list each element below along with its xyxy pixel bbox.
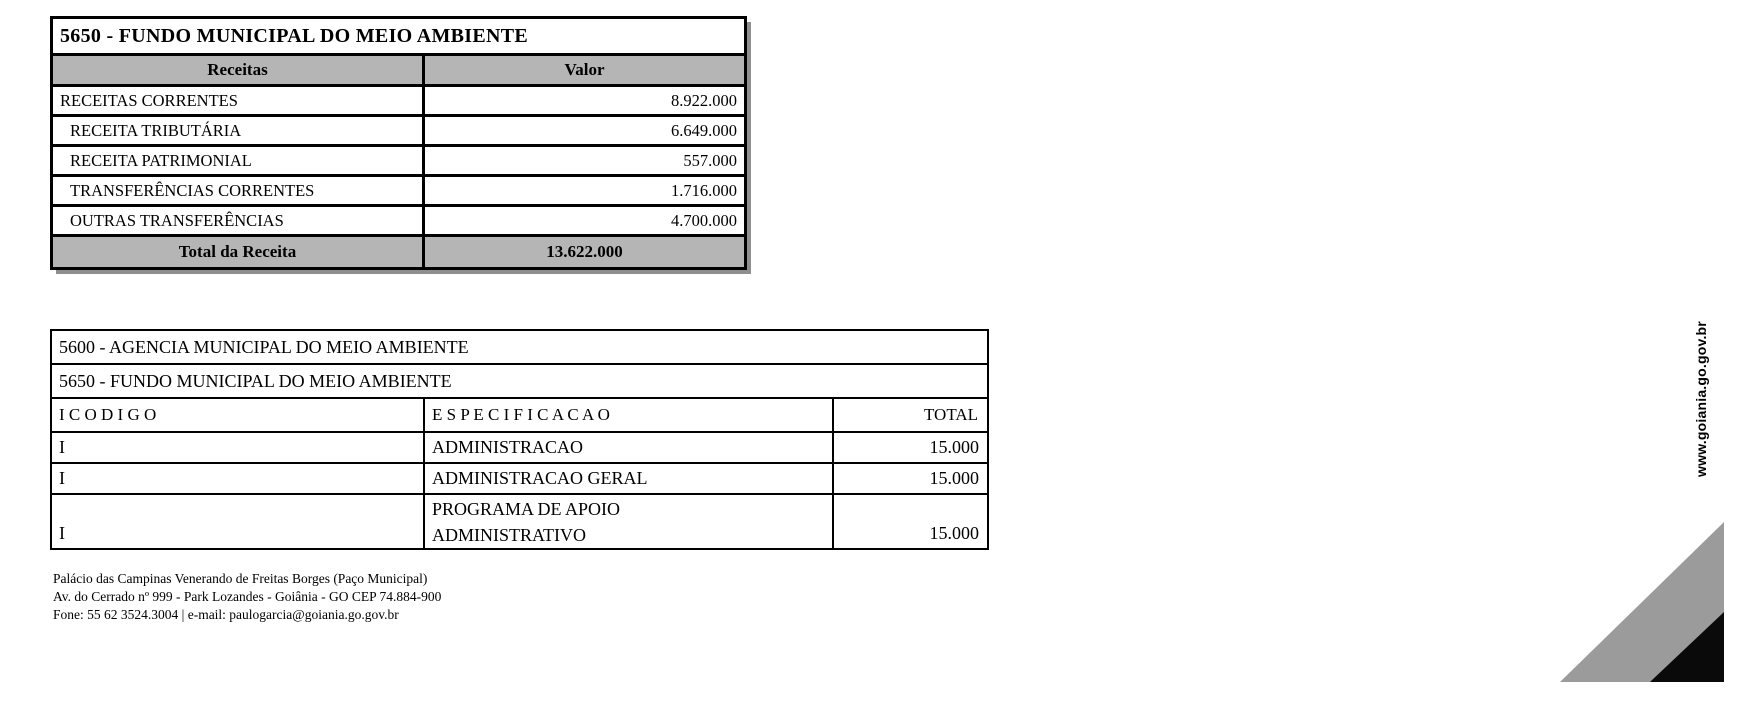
- budget-row-total: 15.000: [833, 432, 988, 463]
- agency-title: 5600 - AGENCIA MUNICIPAL DO MEIO AMBIENTE: [51, 330, 988, 364]
- footer-line-phone-email: Fone: 55 62 3524.3004 | e-mail: paulogarcia@goiania.go.gov.br: [53, 607, 399, 622]
- revenue-row-label: TRANSFERÊNCIAS CORRENTES: [52, 176, 424, 206]
- budget-row-spec: [424, 494, 833, 549]
- total-label: Total da Receita: [52, 236, 424, 269]
- table-row: [51, 494, 988, 549]
- revenue-row-label: RECEITA PATRIMONIAL: [52, 146, 424, 176]
- budget-agency-row: [51, 330, 988, 364]
- budget-table: [50, 329, 989, 550]
- column-header-total: TOTAL: [833, 398, 988, 432]
- column-header-receitas: Receitas: [52, 55, 424, 86]
- revenue-row-value: 4.700.000: [424, 206, 746, 236]
- budget-row-spec: ADMINISTRACAO GERAL: [424, 463, 833, 494]
- table-row: [51, 463, 988, 494]
- budget-header-row: [51, 398, 988, 432]
- footer-line-address: Av. do Cerrado nº 999 - Park Lozandes - Goiânia - GO CEP 74.884-900: [53, 589, 442, 604]
- revenue-row-label: RECEITAS CORRENTES: [52, 86, 424, 116]
- revenue-row-value: 1.716.000: [424, 176, 746, 206]
- revenue-table: [50, 16, 747, 270]
- table-row: [52, 176, 746, 206]
- budget-row-code: I: [51, 432, 424, 463]
- budget-row-code: I: [51, 463, 424, 494]
- footer-contact-block: [53, 570, 441, 624]
- column-header-especificacao: E S P E C I F I C A C A O: [424, 398, 833, 432]
- table-row: [51, 432, 988, 463]
- budget-fund-row: [51, 364, 988, 398]
- website-vertical-label: www.goiania.go.gov.br: [1693, 321, 1709, 477]
- revenue-table-header-row: [52, 55, 746, 86]
- revenue-row-label: RECEITA TRIBUTÁRIA: [52, 116, 424, 146]
- budget-row-total: 15.000: [833, 463, 988, 494]
- column-header-codigo: I C O D I G O: [51, 398, 424, 432]
- revenue-table-total-row: [52, 236, 746, 269]
- table-row: [52, 116, 746, 146]
- budget-row-code: I: [51, 494, 424, 549]
- table-row: [52, 146, 746, 176]
- table-row: [52, 86, 746, 116]
- revenue-table-title-row: [52, 18, 746, 55]
- budget-row-total: 15.000: [833, 494, 988, 549]
- revenue-row-value: 6.649.000: [424, 116, 746, 146]
- revenue-row-label: OUTRAS TRANSFERÊNCIAS: [52, 206, 424, 236]
- revenue-row-value: 557.000: [424, 146, 746, 176]
- corner-triangle-art: [1557, 519, 1727, 685]
- total-value: 13.622.000: [424, 236, 746, 269]
- column-header-valor: Valor: [424, 55, 746, 86]
- revenue-table-title: 5650 - FUNDO MUNICIPAL DO MEIO AMBIENTE: [52, 18, 746, 55]
- fund-title: 5650 - FUNDO MUNICIPAL DO MEIO AMBIENTE: [51, 364, 988, 398]
- budget-row-spec: ADMINISTRACAO: [424, 432, 833, 463]
- table-row: [52, 206, 746, 236]
- budget-row-spec-line1: PROGRAMA DE APOIO: [432, 498, 621, 519]
- footer-line-palace: Palácio das Campinas Venerando de Freitas Borges (Paço Municipal): [53, 571, 428, 586]
- budget-row-spec-line2: ADMINISTRATIVO: [432, 524, 586, 545]
- revenue-row-value: 8.922.000: [424, 86, 746, 116]
